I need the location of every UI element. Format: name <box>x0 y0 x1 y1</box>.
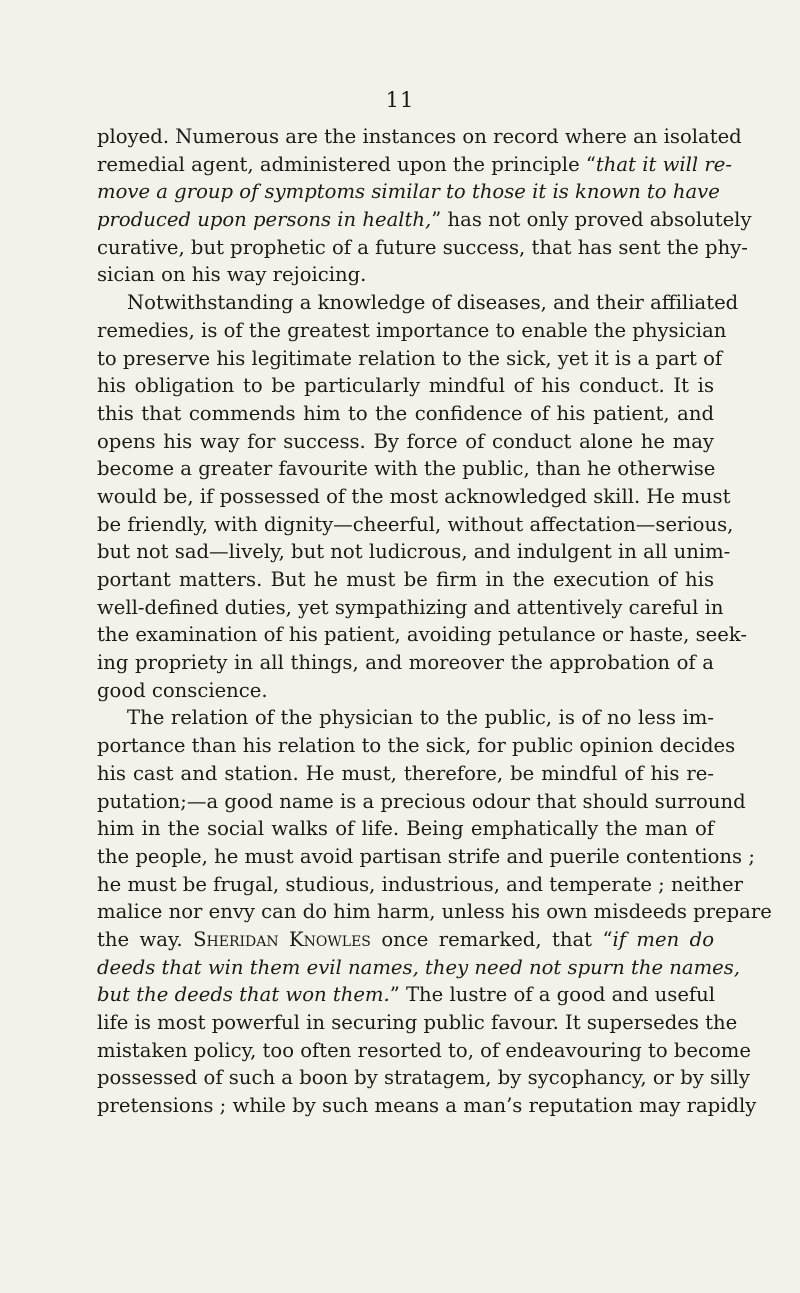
italic-text: but the deeds that won them. <box>97 983 390 1007</box>
text-line <box>97 289 739 317</box>
page-number: 11 <box>385 88 415 112</box>
text-line <box>97 677 714 705</box>
text-line <box>97 538 731 566</box>
text-line <box>97 843 755 871</box>
text-segment: the examination of his patient, avoiding petulance or haste, seek- <box>97 623 748 647</box>
text-segment: remedies, is of the greatest importance to enable the physician <box>97 318 727 342</box>
text-segment: pretensions ; while by such means a man’s reputation may rapidly <box>97 1094 757 1118</box>
text-segment: ” has not only proved absolutely <box>431 208 752 232</box>
text-line <box>97 178 720 206</box>
text-line <box>97 621 748 649</box>
text-segment: to preserve his legitimate relation to the sick, yet it is a part of <box>97 346 723 370</box>
text-line <box>97 372 714 400</box>
text-segment: he must be frugal, studious, industrious, and temperate ; neither <box>97 872 743 896</box>
text-segment: this that commends him to the confidence of his patient, and <box>97 401 714 425</box>
text-segment: Notwithstanding a knowledge of diseases, and their affiliated <box>127 291 739 315</box>
italic-text: if men do <box>612 927 714 951</box>
text-segment: ployed. Numerous are the instances on record where an isolated <box>97 125 742 148</box>
text-line <box>97 788 746 816</box>
italic-text: move a group of symptoms similar to those it is known to have <box>97 180 720 204</box>
text-segment: putation;—a good name is a precious odour that should surround <box>97 789 746 813</box>
text-line <box>97 345 723 373</box>
text-line <box>97 151 732 179</box>
text-segment: malice nor envy can do him harm, unless his own misdeeds prepare <box>97 900 772 924</box>
text-line <box>97 732 736 760</box>
body-text <box>97 123 772 1120</box>
text-line <box>97 760 714 788</box>
text-line <box>97 898 772 926</box>
text-segment: the way. <box>97 927 194 951</box>
text-line <box>97 123 742 151</box>
text-line <box>97 261 714 289</box>
text-line <box>97 1037 751 1065</box>
text-segment: good conscience. <box>97 678 268 702</box>
text-segment: the people, he must avoid partisan strife and puerile contentions ; <box>97 844 755 868</box>
text-line <box>97 594 724 622</box>
text-line <box>97 511 734 539</box>
text-line <box>97 400 714 428</box>
text-segment: him in the social walks of life. Being emphatically the man of <box>97 817 714 841</box>
text-segment: his cast and station. He must, therefore, be mindful of his re- <box>97 761 714 785</box>
text-line <box>97 1064 750 1092</box>
text-line <box>97 1092 757 1120</box>
italic-text: deeds that win them evil names, they need not spurn the names, <box>97 955 741 979</box>
italic-text: produced upon persons in health, <box>97 208 432 232</box>
text-segment: but not sad—lively, but not ludicrous, and indulgent in all unim- <box>97 540 731 564</box>
text-line <box>97 1009 738 1037</box>
text-segment: The relation of the physician to the public, is of no less im- <box>127 706 714 730</box>
text-line <box>97 871 743 899</box>
text-line <box>97 206 752 234</box>
small-caps-text: Sheridan Knowles <box>193 927 371 951</box>
text-line <box>97 428 714 456</box>
text-line <box>97 566 714 594</box>
text-segment: remedial agent, administered upon the principle “ <box>97 152 596 176</box>
text-segment: ” The lustre of a good and useful <box>389 983 716 1007</box>
text-segment: his obligation to be particularly mindful of his conduct. It is <box>97 374 714 398</box>
text-segment: portant matters. But he must be firm in the execution of his <box>97 568 714 591</box>
text-line <box>97 483 731 511</box>
text-line <box>97 926 714 954</box>
text-segment: curative, but prophetic of a future success, that has sent the phy- <box>97 235 748 259</box>
text-segment: well-defined duties, yet sympathizing and attentively careful in <box>97 595 724 619</box>
text-segment: life is most powerful in securing public favour. It supersedes the <box>97 1011 738 1034</box>
text-segment: portance than his relation to the sick, for public opinion decides <box>97 734 736 758</box>
text-line <box>97 649 714 677</box>
text-segment: become a greater favourite with the public, than he otherwise <box>97 457 716 481</box>
text-line <box>97 981 714 1009</box>
text-segment: ing propriety in all things, and moreover the approbation of a <box>97 651 714 675</box>
text-segment: opens his way for success. By force of conduct alone he may <box>97 429 714 453</box>
text-line <box>97 317 727 345</box>
text-segment: mistaken policy, too often resorted to, of endeavouring to become <box>97 1038 751 1062</box>
text-line <box>97 815 714 843</box>
text-line <box>97 954 741 982</box>
text-line <box>97 234 748 262</box>
text-line <box>97 704 714 732</box>
text-segment: once remarked, that “ <box>370 927 613 951</box>
italic-text: that it will re- <box>595 152 732 176</box>
text-line <box>97 455 714 483</box>
text-segment: would be, if possessed of the most acknowledged skill. He must <box>97 484 731 508</box>
text-segment: sician on his way rejoicing. <box>97 263 367 287</box>
text-segment: possessed of such a boon by stratagem, by sycophancy, or by silly <box>97 1066 750 1090</box>
text-segment: be friendly, with dignity—cheerful, without affectation—serious, <box>97 512 734 536</box>
